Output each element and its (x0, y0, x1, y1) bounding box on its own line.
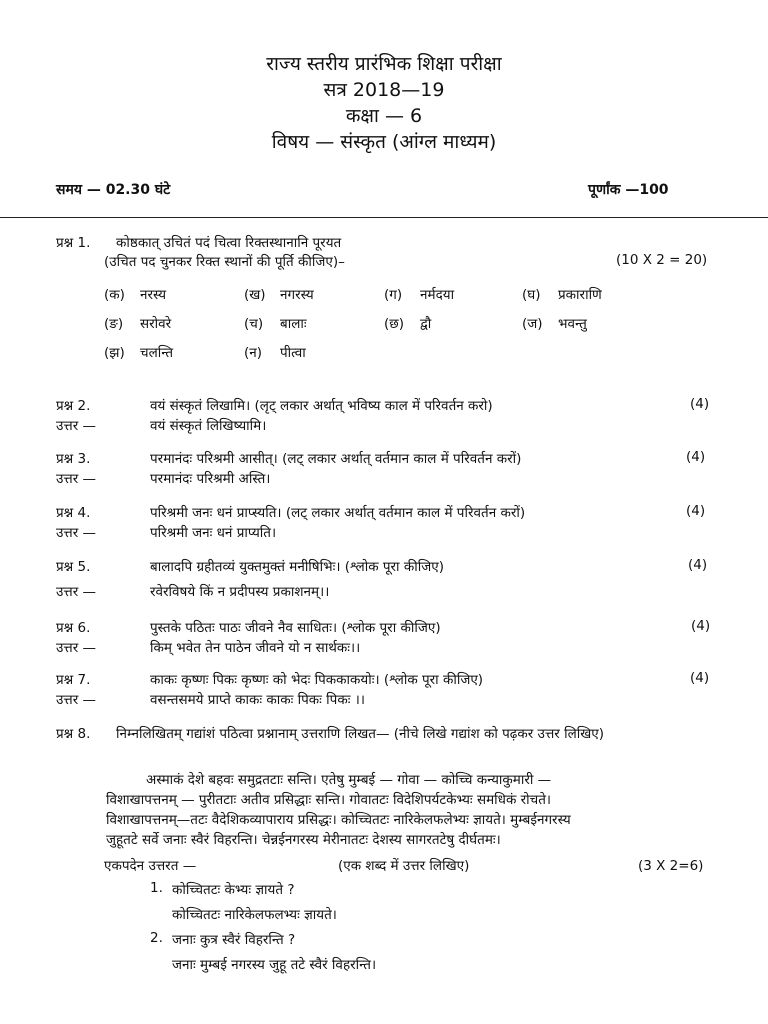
q8-sub-marks: (3 X 2=6) (638, 858, 704, 874)
question-label: प्रश्न 7. (56, 672, 91, 688)
question-label: प्रश्न 6. (56, 620, 91, 636)
q8-text: निम्नलिखितम् गद्यांशं पठित्वा प्रश्नानाम् उत्तराणि लिखत— (नीचे लिखे गद्यांश को पढ़कर उत्तर लिखिए) (116, 726, 605, 742)
passage-line: अस्माकं देशे बहवः समुद्रतटाः सन्ति। एतेषु मुम्बई — गोवा — कोच्चि कन्याकुमारी — (146, 772, 552, 788)
question-text: परिश्रमी जनः धनं प्राप्स्यति। (लट् लकार अर्थात् वर्तमान काल में परिवर्तन करों) (150, 505, 526, 521)
q8-item-answer: जनाः मुम्बई नगरस्य जुहू तटे स्वैरं विहरन्ति। (172, 957, 377, 973)
class-line: कक्षा — 6 (345, 105, 423, 127)
question-text: वयं संस्कृतं लिखामि। (लृट् लकार अर्थात् भविष्य काल में परिवर्तन करो) (150, 398, 493, 414)
option-value: नगरस्य (280, 287, 314, 303)
question-text: बालादपि ग्रहीतव्यं युक्तमुक्तं मनीषिभिः। (श्लोक पूरा कीजिए) (150, 559, 444, 575)
option-value: प्रकाराणि (558, 287, 602, 303)
option-key: (ङ) (104, 316, 124, 332)
question-label: प्रश्न 2. (56, 398, 91, 414)
option-key: (च) (244, 316, 264, 332)
q8-item-num: 1. (150, 880, 163, 896)
question-label: प्रश्न 3. (56, 451, 91, 467)
question-marks: (4) (686, 449, 706, 465)
total-marks-label: पूर्णांक —100 (588, 182, 669, 198)
option-key: (ग) (384, 287, 403, 303)
question-text: परमानंदः परिश्रमी आसीत्। (लट् लकार अर्थात् वर्तमान काल में परिवर्तन करों) (150, 451, 522, 467)
q8-item-answer: कोच्चितटः नारिकेलफलभ्यः ज्ञायते। (172, 907, 337, 923)
answer-text: परिश्रमी जनः धनं प्राप्यति। (150, 525, 277, 541)
time-label: समय — 02.30 घंटे (56, 182, 171, 198)
q1-label: प्रश्न 1. (56, 235, 91, 251)
q1-text: कोष्ठकात् उचितं पदं चित्वा रिक्तस्थानानि पूरयत (116, 235, 342, 251)
answer-text: रवेरविषये किं न प्रदीपस्य प्रकाशनम्।। (150, 584, 330, 600)
q8-passage (106, 770, 746, 850)
option-key: (ज) (522, 316, 543, 332)
answer-label: उत्तर — (56, 525, 97, 541)
q8-item-question: जनाः कुत्र स्वैरं विहरन्ति ? (172, 932, 296, 948)
q8-label: प्रश्न 8. (56, 726, 91, 742)
answer-label: उत्तर — (56, 692, 97, 708)
answer-text: किम् भवेत तेन पाठेन जीवने यो न सार्थकः।। (150, 640, 361, 656)
session-line: सत्र 2018—19 (323, 79, 445, 101)
answer-text: वयं संस्कृतं लिखिष्यामि। (150, 418, 267, 434)
option-key: (छ) (384, 316, 404, 332)
answer-label: उत्तर — (56, 471, 97, 487)
question-text: पुस्तके पठितः पाठः जीवने नैव साधितः। (श्लोक पूरा कीजिए) (150, 620, 441, 636)
answer-label: उत्तर — (56, 418, 97, 434)
option-value: पीत्वा (280, 345, 306, 361)
question-text: काकः कृष्णः पिकः कृष्णः को भेदः पिककाकयोः। (श्लोक पूरा कीजिए) (150, 672, 484, 688)
exam-title: राज्य स्तरीय प्रारंभिक शिक्षा परीक्षा (266, 53, 502, 75)
option-value: चलन्ति (140, 345, 174, 361)
q8-item-question: कोच्चितटः केभ्यः ज्ञायते ? (172, 882, 295, 898)
header-divider (0, 217, 768, 218)
passage-line: विशाखापत्तनम् — पुरीतटाः अतीव प्रसिद्धाः सन्ति। गोवातटः विदेशिपर्यटकेभ्यः समधिकं रोचते। (106, 792, 552, 808)
q8-sub-hindi: (एक शब्द में उत्तर लिखिए) (338, 858, 470, 874)
passage-line: जुहूतटे सर्वे जनाः स्वैरं विहरन्ति। चेन्नईनगरस्य मेरीनातटः देशस्य सागरतटेषु दीर्घतमः। (106, 832, 501, 848)
option-value: नरस्य (140, 287, 167, 303)
q8-item-num: 2. (150, 930, 163, 946)
q8-sub-heading: एकपदेन उत्तरत — (104, 858, 197, 874)
q1-subtext: (उचित पद चुनकर रिक्त स्थानों की पूर्ति कीजिए)– (104, 254, 345, 270)
option-key: (न) (244, 345, 263, 361)
option-key: (ख) (244, 287, 266, 303)
question-marks: (4) (686, 503, 706, 519)
question-marks: (4) (688, 557, 708, 573)
option-value: द्वौ (420, 316, 432, 332)
subject-line: विषय — संस्कृत (आंग्ल माध्यम) (271, 131, 497, 153)
question-marks: (4) (690, 396, 710, 412)
option-value: नर्मदया (420, 287, 455, 303)
question-marks: (4) (690, 670, 710, 686)
option-key: (घ) (522, 287, 541, 303)
question-marks: (4) (691, 618, 711, 634)
option-key: (क) (104, 287, 125, 303)
option-value: सरोवरे (140, 316, 172, 332)
option-value: भवन्तु (558, 316, 587, 332)
question-label: प्रश्न 5. (56, 559, 91, 575)
answer-text: परमानंदः परिश्रमी अस्ति। (150, 471, 271, 487)
answer-label: उत्तर — (56, 584, 97, 600)
q1-marks: (10 X 2 = 20) (616, 252, 708, 268)
option-key: (झ) (104, 345, 125, 361)
answer-label: उत्तर — (56, 640, 97, 656)
passage-line: विशाखापत्तनम्—तटः वैदेशिकव्यापाराय प्रसिद्धः। कोच्चितटः नारिकेलफलेभ्यः ज्ञायते। मुम्बईनगरस्य (106, 812, 571, 828)
question-label: प्रश्न 4. (56, 505, 91, 521)
answer-text: वसन्तसमये प्राप्ते काकः काकः पिकः पिकः ।। (150, 692, 365, 708)
option-value: बालाः (280, 316, 307, 332)
